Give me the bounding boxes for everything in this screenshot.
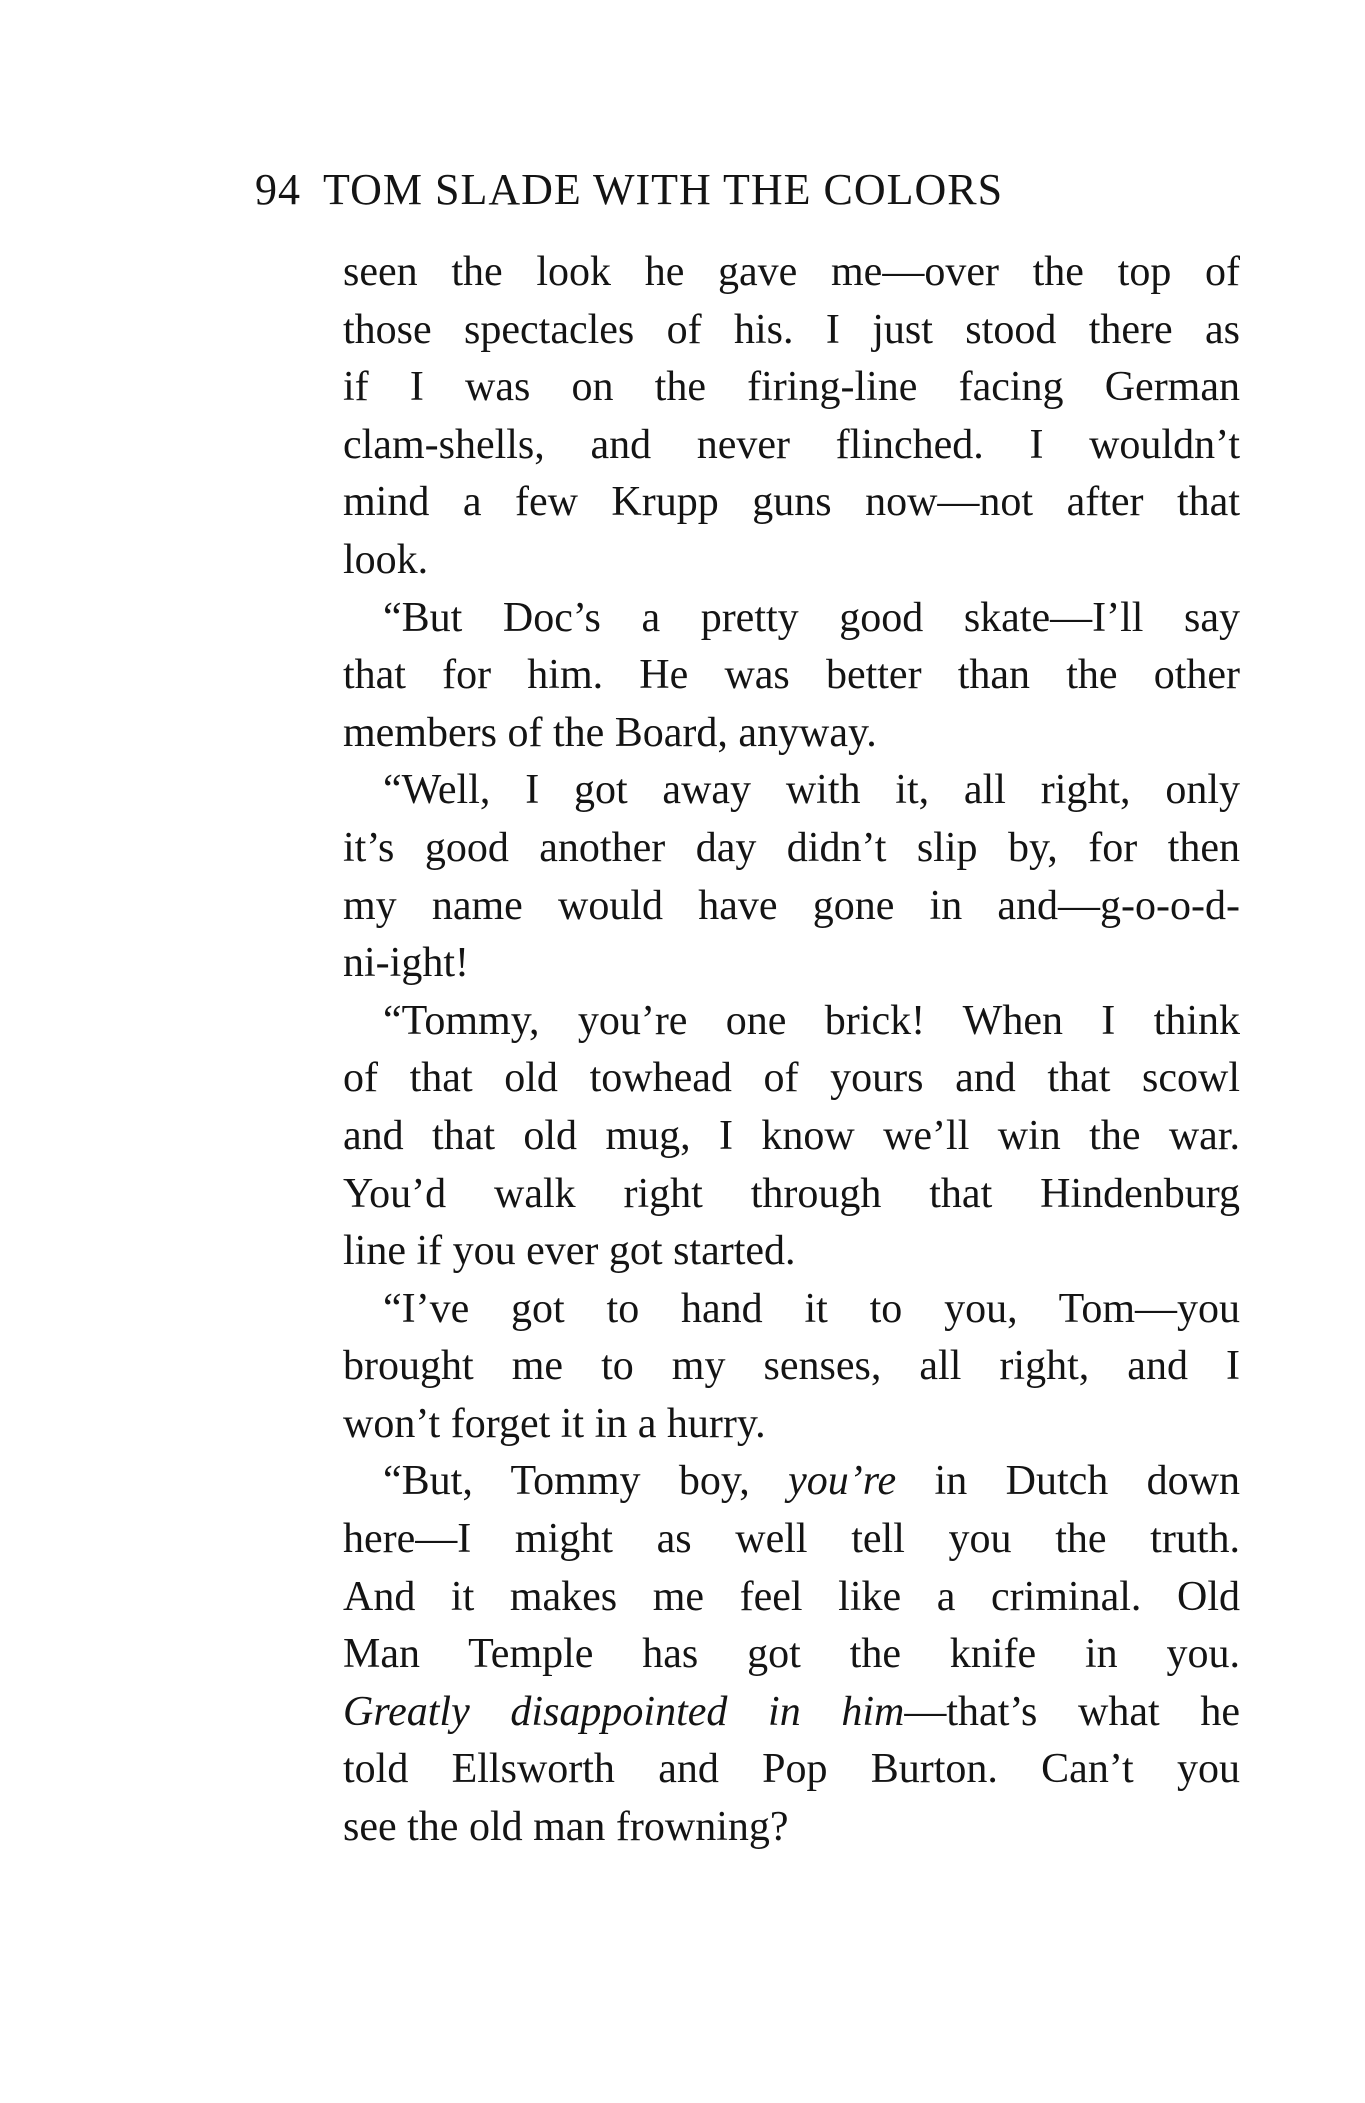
text-line: and that old mug, I know we’ll win the war. bbox=[343, 1112, 1240, 1159]
text-line bbox=[343, 1453, 1240, 1511]
running-header bbox=[255, 160, 1225, 220]
text-line: told Ellsworth and Pop Burton. Can’t you bbox=[343, 1746, 1240, 1793]
text-segment: in Dutch down bbox=[896, 1458, 1240, 1505]
text-line: look. bbox=[343, 536, 429, 583]
text-line: “I’ve got to hand it to you, Tom—you bbox=[383, 1285, 1240, 1332]
text-line: see the old man frowning? bbox=[343, 1804, 789, 1851]
text-line: “Well, I got away with it, all right, only bbox=[383, 767, 1240, 814]
text-line: ni-ight! bbox=[343, 940, 469, 987]
text-line: here—I might as well tell you the truth. bbox=[343, 1516, 1240, 1563]
text-line: “But Doc’s a pretty good skate—I’ll say bbox=[383, 594, 1240, 641]
text-line: won’t forget it in a hurry. bbox=[343, 1400, 766, 1447]
text-line: seen the look he gave me—over the top of bbox=[343, 249, 1240, 295]
text-line: brought me to my senses, all right, and I bbox=[343, 1343, 1240, 1390]
body-text bbox=[343, 244, 1240, 1857]
text-line: members of the Board, anyway. bbox=[343, 709, 877, 756]
text-line: You’d walk right through that Hindenburg bbox=[343, 1170, 1240, 1217]
text-segment: “But, Tommy boy, bbox=[383, 1458, 789, 1505]
text-line: that for him. He was better than the other bbox=[343, 652, 1240, 699]
text-line: And it makes me feel like a criminal. Old bbox=[343, 1573, 1240, 1620]
running-title: TOM SLADE WITH THE COLORS bbox=[323, 165, 1004, 214]
text-line: those spectacles of his. I just stood there as bbox=[343, 306, 1240, 353]
text-line: it’s good another day didn’t slip by, for then bbox=[343, 824, 1240, 871]
text-line bbox=[343, 1684, 1240, 1742]
text-line: Man Temple has got the knife in you. bbox=[343, 1631, 1240, 1678]
text-line: mind a few Krupp guns now—not after that bbox=[343, 479, 1240, 526]
text-line: line if you ever got started. bbox=[343, 1228, 796, 1275]
text-line: if I was on the firing-line facing German bbox=[343, 364, 1240, 411]
text-line: “Tommy, you’re one brick! When I think bbox=[383, 997, 1240, 1044]
text-line: clam-shells, and never flinched. I wouldn’t bbox=[343, 421, 1240, 468]
italic-text: you’re bbox=[788, 1458, 897, 1505]
text-segment: —that’s what he bbox=[904, 1688, 1240, 1735]
text-line: of that old towhead of yours and that scowl bbox=[343, 1055, 1240, 1102]
page-number: 94 bbox=[255, 165, 301, 214]
italic-text: Greatly disappointed in him bbox=[343, 1688, 905, 1735]
text-line: my name would have gone in and—g-o-o-d- bbox=[343, 882, 1240, 929]
